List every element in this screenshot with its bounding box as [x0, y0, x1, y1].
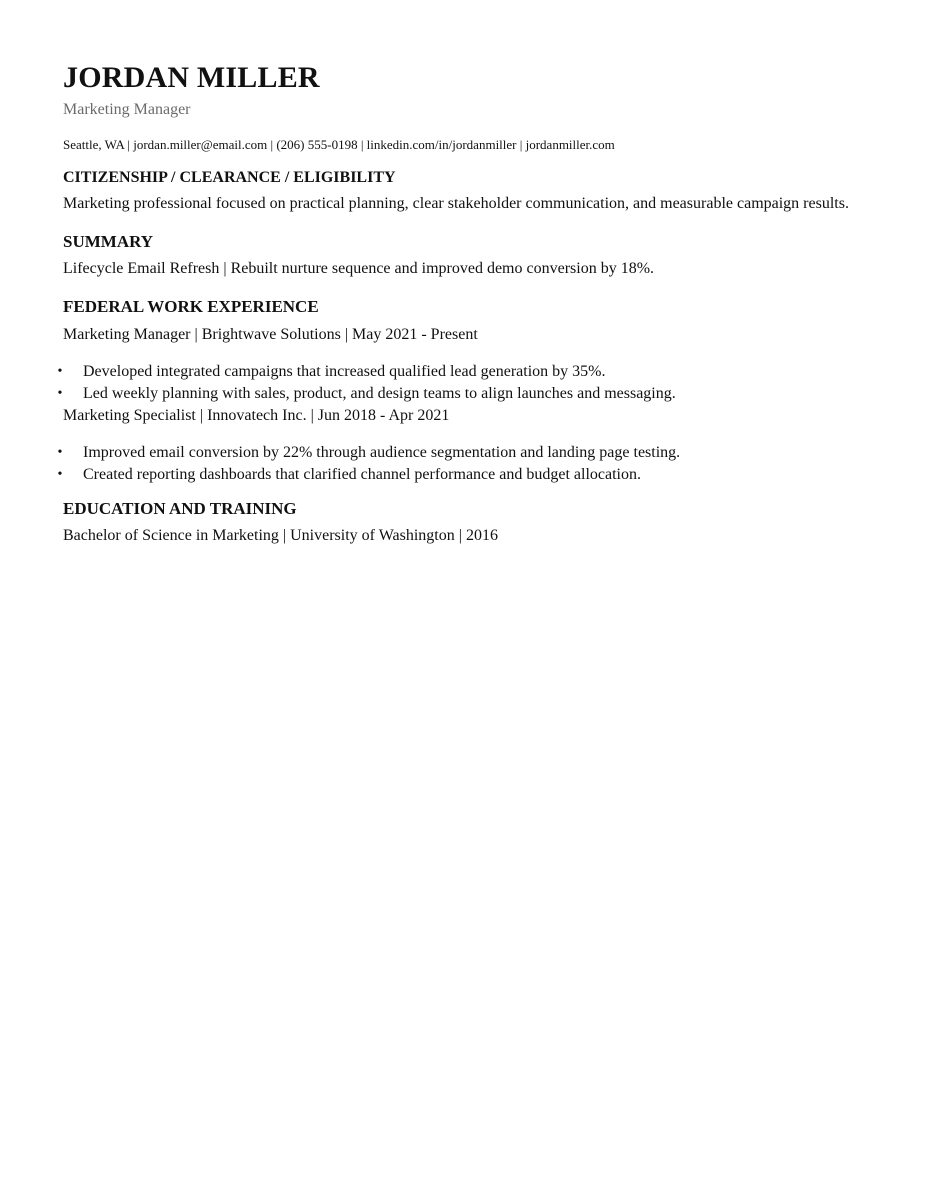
bullet-icon: •	[57, 364, 63, 379]
job-bullet-list	[57, 361, 864, 405]
education-section	[63, 499, 864, 547]
candidate-name: JORDAN MILLER	[63, 61, 320, 94]
citizenship-text: Marketing professional focused on practical planning, clear stakeholder communication, and measurable campaign results.	[63, 195, 849, 212]
job-bullet-text: Improved email conversion by 22% through audience segmentation and landing page testing.	[83, 444, 681, 461]
citizenship-section	[63, 168, 864, 215]
job-bullet	[57, 442, 864, 464]
job-bullet-list	[57, 442, 864, 486]
bullet-icon: •	[57, 467, 63, 482]
bullet-icon: •	[57, 386, 63, 401]
job-header: Marketing Manager | Brightwave Solutions | May 2021 - Present	[63, 326, 478, 343]
summary-heading: SUMMARY	[63, 232, 154, 251]
job-entry	[57, 405, 864, 486]
candidate-title: Marketing Manager	[63, 101, 191, 118]
job-header: Marketing Specialist | Innovatech Inc. | Jun 2018 - Apr 2021	[63, 407, 450, 424]
job-bullet-text: Led weekly planning with sales, product, and design teams to align launches and messaging.	[83, 385, 676, 402]
job-entry	[57, 324, 864, 405]
citizenship-heading: CITIZENSHIP / CLEARANCE / ELIGIBILITY	[63, 169, 396, 186]
education-heading: EDUCATION AND TRAINING	[63, 499, 297, 518]
job-bullet	[57, 464, 864, 486]
job-bullet-text: Created reporting dashboards that clarified channel performance and budget allocation.	[83, 466, 641, 483]
bullet-icon: •	[57, 445, 63, 460]
contact-line: Seattle, WA | jordan.miller@email.com | (206) 555-0198 | linkedin.com/in/jordanmiller | jordanmiller.com	[63, 137, 615, 152]
summary-section	[63, 232, 864, 280]
job-bullet	[57, 383, 864, 405]
summary-text: Lifecycle Email Refresh | Rebuilt nurture sequence and improved demo conversion by 18%.	[63, 260, 655, 277]
job-bullet-text: Developed integrated campaigns that increased qualified lead generation by 35%.	[83, 363, 606, 380]
job-bullet	[57, 361, 864, 383]
experience-heading: FEDERAL WORK EXPERIENCE	[63, 297, 319, 316]
resume-header	[63, 60, 864, 154]
education-text: Bachelor of Science in Marketing | University of Washington | 2016	[63, 527, 498, 544]
experience-section	[57, 297, 864, 486]
